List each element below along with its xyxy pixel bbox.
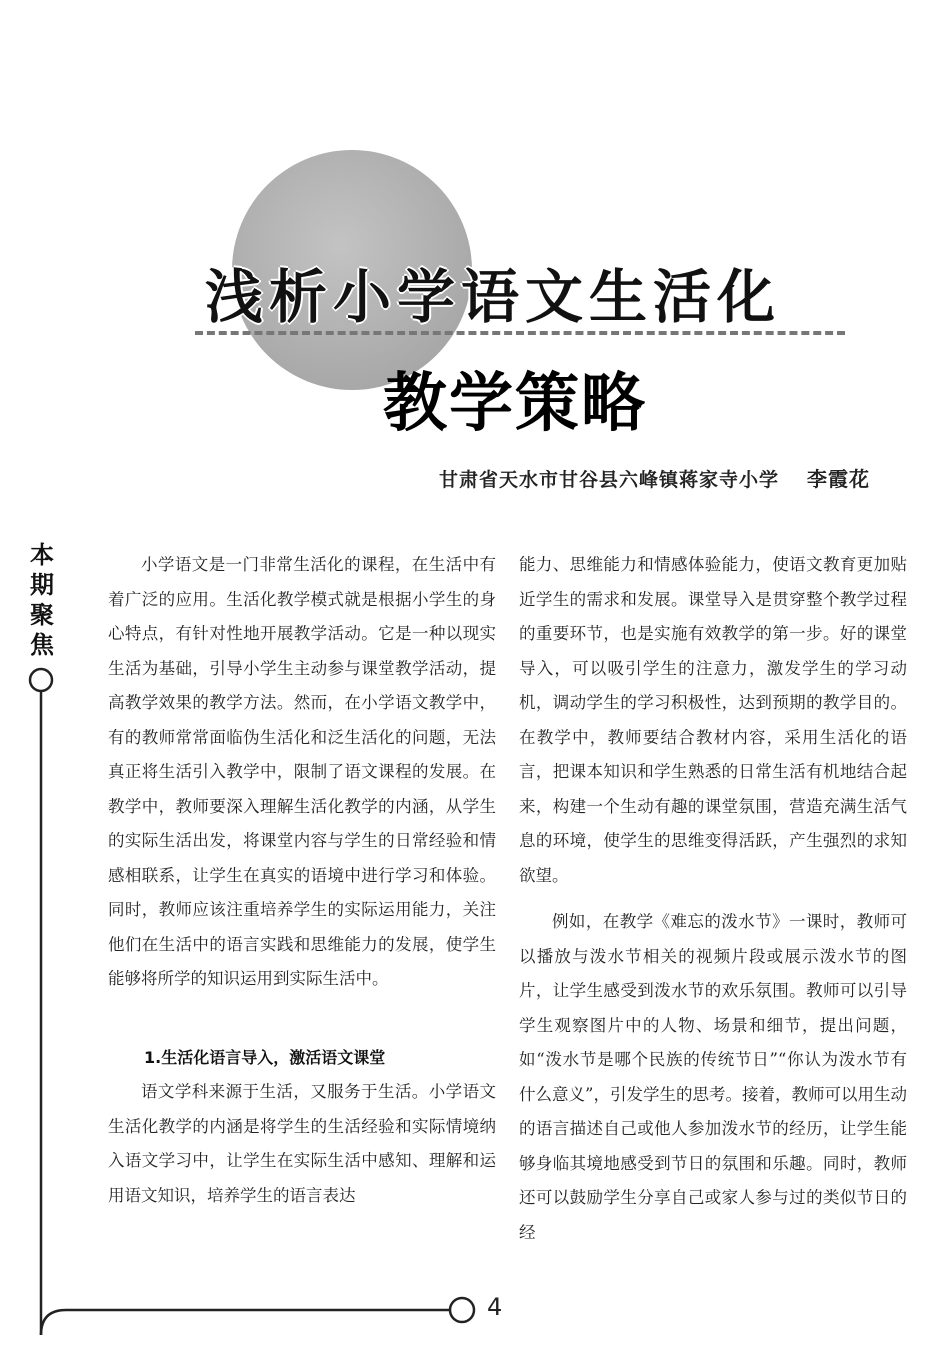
right-paragraph-1: 能力、思维能力和情感体验能力，使语文教育更加贴近学生的需求和发展。课堂导入是贯穿整个教学过程的重要环节，也是实施有效教学的第一步。好的课堂导入，可以吸引学生的注意力，激发学生的学习动机，调动学生的学习积极性，达到预期的教学目的。在教学中，教师要结合教材内容，采用生活化的语言，把课本知识和学生熟悉的日常生活有机地结合起来，构建一个生动有趣的课堂氛围，营造充满生活气息的环境，使学生的思维变得活跃，产生强烈的求知欲望。 [519,555,907,885]
rail-bottom-line [41,1310,450,1335]
title-dashed-rule [195,331,845,335]
section-label: 本期聚焦 [30,541,54,659]
left-column [108,548,496,1213]
author-name: 李霞花 [807,467,870,491]
article-title-line1: 浅析小学语文生活化 [205,263,782,331]
left-paragraph-2: 语文学科来源于生活，又服务于生活。小学语文生活化教学的内涵是将学生的生活经验和实际情境纳入语文学习中，让学生在实际生活中感知、理解和运用语文知识，培养学生的语言表达 [108,1082,496,1205]
page-number: 4 [487,1293,503,1321]
article-title-line2: 教学策略 [383,367,647,441]
rail-top-circle [30,669,52,691]
left-paragraph-1: 小学语文是一门非常生活化的课程，在生活中有着广泛的应用。生活化教学模式就是根据小学生的身心特点，有针对性地开展教学活动。它是一种以现实生活为基础，引导小学生主动参与课堂教学活动，提高教学效果的教学方法。然而，在小学语文教学中，有的教师常常面临伪生活化和泛生活化的问题，无法真正将生活引入教学中，限制了语文课程的发展。在教学中，教师要深入理解生活化教学的内涵，从学生的实际生活出发，将课堂内容与学生的日常经验和情感相联系，让学生在真实的语境中进行学习和体验。同时，教师应该注重培养学生的实际运用能力，关注他们在生活中的语言实践和思维能力的发展，使学生能够将所学的知识运用到实际生活中。 [108,555,496,988]
section-heading-1: 1.生活化语言导入，激活语文课堂 [144,1047,386,1067]
author-affiliation: 甘肃省天水市甘谷县六峰镇蒋家寺小学 [438,469,779,491]
rail-end-circle [450,1298,474,1322]
right-paragraph-2: 例如，在教学《难忘的泼水节》一课时，教师可以播放与泼水节相关的视频片段或展示泼水节的图片，让学生感受到泼水节的欢乐氛围。教师可以引导学生观察图片中的人物、场景和细节，提出问题，如“泼水节是哪个民族的传统节日”“你认为泼水节有什么意义”，引发学生的思考。接着，教师可以用生动的语言描述自己或他人参加泼水节的经历，让学生能够身临其境地感受到节日的氛围和乐趣。同时，教师还可以鼓励学生分享自己或家人参与过的类似节日的经 [519,912,907,1242]
byline [439,463,870,492]
right-column [519,548,907,1250]
